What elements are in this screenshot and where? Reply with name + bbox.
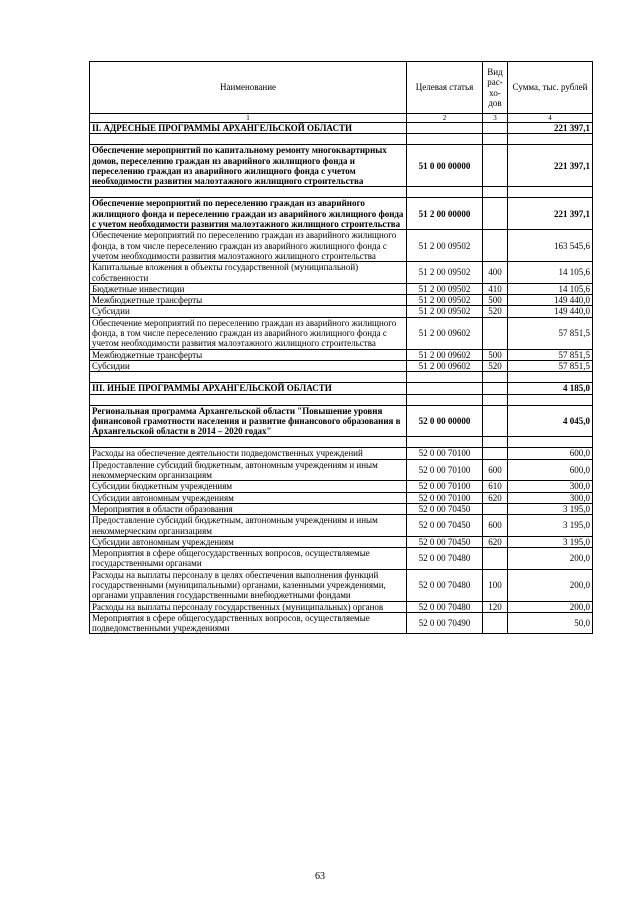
cell-kind: 520: [483, 360, 508, 371]
cell-sum: 163 545,6: [508, 230, 593, 262]
table-row: [90, 262, 593, 284]
column-number: 1: [90, 114, 407, 123]
cell-code: 51 0 00 00000: [407, 145, 483, 187]
cell-sum: 4 185,0: [508, 383, 593, 394]
cell-code: 52 0 00 00000: [407, 405, 483, 437]
cell-kind: [483, 503, 508, 514]
table-row: [90, 295, 593, 306]
cell-kind: 410: [483, 283, 508, 294]
cell-code: 52 0 00 70100: [407, 459, 483, 481]
table-row: [90, 230, 593, 262]
cell-name: Капитальные вложения в объекты государственной (муниципальной) собственности: [90, 262, 407, 284]
cell-code: 51 2 00 09502: [407, 295, 483, 306]
column-number-row: [90, 114, 593, 123]
cell-name: III. ИНЫЕ ПРОГРАММЫ АРХАНГЕЛЬСКОЙ ОБЛАСТИ: [90, 383, 407, 394]
empty-cell: [508, 134, 593, 145]
table-row: [90, 448, 593, 459]
cell-name: Субсидии автономным учреждениям: [90, 492, 407, 503]
cell-name: II. АДРЕСНЫЕ ПРОГРАММЫ АРХАНГЕЛЬСКОЙ ОБЛАСТИ: [90, 123, 407, 134]
cell-code: 52 0 00 70490: [407, 612, 483, 634]
cell-name: Субсидии бюджетным учреждениям: [90, 481, 407, 492]
cell-name: Расходы на обеспечение деятельности подведомственных учреждений: [90, 448, 407, 459]
table-row: [90, 515, 593, 537]
empty-cell: [90, 437, 407, 448]
empty-cell: [407, 134, 483, 145]
empty-cell: [483, 437, 508, 448]
page-number: 63: [315, 871, 325, 882]
empty-cell: [90, 134, 407, 145]
cell-name: Обеспечение мероприятий по переселению граждан из аварийного жилищного фонда, в том числе переселению граждан из аварийного жилищного фонда с учетом необходимости развития малоэтажного жилищного строительства: [90, 230, 407, 262]
cell-kind: 100: [483, 569, 508, 601]
spacer-row: [90, 134, 593, 145]
table-row: [90, 459, 593, 481]
cell-code: 51 2 00 09502: [407, 283, 483, 294]
empty-cell: [90, 394, 407, 405]
cell-code: 52 0 00 70480: [407, 601, 483, 612]
cell-name: Бюджетные инвестиции: [90, 283, 407, 294]
table-row: [90, 405, 593, 437]
cell-kind: [483, 123, 508, 134]
spacer-row: [90, 187, 593, 198]
cell-name: Обеспечение мероприятий по переселению граждан из аварийного жилищного фонда и переселению граждан из аварийного жилищного фонда с учетом необходимости развития малоэтажного жилищного строительства: [90, 198, 407, 230]
empty-cell: [483, 394, 508, 405]
cell-kind: 620: [483, 536, 508, 547]
column-number: 4: [508, 114, 593, 123]
table-row: [90, 349, 593, 360]
cell-kind: 500: [483, 349, 508, 360]
cell-kind: 620: [483, 492, 508, 503]
cell-sum: 200,0: [508, 601, 593, 612]
cell-name: Обеспечение мероприятий по переселению граждан из аварийного жилищного фонда, в том числе переселению граждан из аварийного жилищного фонда с учетом необходимости развития малоэтажного жилищного строительства: [90, 317, 407, 349]
cell-sum: 57 851,5: [508, 360, 593, 371]
cell-code: 51 2 00 00000: [407, 198, 483, 230]
spacer-row: [90, 394, 593, 405]
budget-table: [89, 61, 593, 634]
table-header-row: [90, 62, 593, 114]
cell-name: Обеспечение мероприятий по капитальному ремонту многоквартирных домов, переселению граждан из аварийного жилищного фонда и переселению граждан из аварийного жилищного фонда с учетом необходимости развития малоэтажного жилищного строительства: [90, 145, 407, 187]
cell-code: 51 2 00 09502: [407, 306, 483, 317]
cell-sum: 57 851,5: [508, 349, 593, 360]
cell-kind: [483, 405, 508, 437]
cell-kind: 600: [483, 515, 508, 537]
table-row: [90, 569, 593, 601]
cell-kind: [483, 548, 508, 570]
cell-sum: 300,0: [508, 481, 593, 492]
table-row: [90, 601, 593, 612]
table-row: [90, 481, 593, 492]
cell-name: Предоставление субсидий бюджетным, автономным учреждениям и иным некоммерческим организациям: [90, 459, 407, 481]
header-name: Наименование: [90, 62, 407, 114]
column-number: 2: [407, 114, 483, 123]
cell-kind: 500: [483, 295, 508, 306]
cell-code: 52 0 00 70450: [407, 503, 483, 514]
cell-code: 51 2 00 09602: [407, 349, 483, 360]
empty-cell: [508, 372, 593, 383]
cell-code: 52 0 00 70450: [407, 515, 483, 537]
cell-sum: 600,0: [508, 459, 593, 481]
cell-name: Субсидии: [90, 360, 407, 371]
cell-sum: 3 195,0: [508, 503, 593, 514]
column-number: 3: [483, 114, 508, 123]
table-row: [90, 360, 593, 371]
empty-cell: [407, 394, 483, 405]
table-row: [90, 383, 593, 394]
cell-code: [407, 383, 483, 394]
cell-sum: 221 397,1: [508, 123, 593, 134]
cell-kind: [483, 198, 508, 230]
cell-sum: 3 195,0: [508, 536, 593, 547]
empty-cell: [407, 437, 483, 448]
empty-cell: [508, 187, 593, 198]
cell-sum: 57 851,5: [508, 317, 593, 349]
cell-code: 52 0 00 70100: [407, 481, 483, 492]
cell-kind: 600: [483, 459, 508, 481]
empty-cell: [90, 187, 407, 198]
empty-cell: [508, 394, 593, 405]
cell-kind: [483, 612, 508, 634]
cell-name: Мероприятия в области образования: [90, 503, 407, 514]
cell-code: 52 0 00 70480: [407, 569, 483, 601]
table-row: [90, 198, 593, 230]
cell-name: Субсидии автономным учреждениям: [90, 536, 407, 547]
empty-cell: [407, 187, 483, 198]
empty-cell: [407, 372, 483, 383]
cell-kind: [483, 383, 508, 394]
table-row: [90, 283, 593, 294]
table-row: [90, 145, 593, 187]
empty-cell: [483, 372, 508, 383]
cell-code: 51 2 00 09502: [407, 230, 483, 262]
table-row: [90, 317, 593, 349]
cell-code: 51 2 00 09602: [407, 317, 483, 349]
cell-kind: [483, 145, 508, 187]
cell-sum: 300,0: [508, 492, 593, 503]
cell-sum: 600,0: [508, 448, 593, 459]
cell-sum: 149 440,0: [508, 306, 593, 317]
cell-sum: 50,0: [508, 612, 593, 634]
cell-name: Межбюджетные трансферты: [90, 295, 407, 306]
cell-name: Расходы на выплаты персоналу государственных (муниципальных) органов: [90, 601, 407, 612]
empty-cell: [508, 437, 593, 448]
cell-name: Мероприятия в сфере общегосударственных вопросов, осуществляемые подведомственными учреждениями: [90, 612, 407, 634]
cell-name: Межбюджетные трансферты: [90, 349, 407, 360]
cell-name: Субсидии: [90, 306, 407, 317]
cell-sum: 221 397,1: [508, 145, 593, 187]
cell-name: Предоставление субсидий бюджетным, автономным учреждениям и иным некоммерческим организациям: [90, 515, 407, 537]
table-row: [90, 306, 593, 317]
cell-sum: 221 397,1: [508, 198, 593, 230]
header-sum: Сумма, тыс. рублей: [508, 62, 593, 114]
cell-kind: [483, 317, 508, 349]
cell-kind: 610: [483, 481, 508, 492]
header-kind: Вид рас-хо-дов: [483, 62, 508, 114]
cell-sum: 3 195,0: [508, 515, 593, 537]
cell-code: [407, 123, 483, 134]
header-code: Целевая статья: [407, 62, 483, 114]
cell-sum: 200,0: [508, 548, 593, 570]
cell-code: 52 0 00 70100: [407, 492, 483, 503]
cell-code: 51 2 00 09502: [407, 262, 483, 284]
table-row: [90, 548, 593, 570]
table-row: [90, 123, 593, 134]
empty-cell: [483, 187, 508, 198]
table-row: [90, 492, 593, 503]
cell-name: Расходы на выплаты персоналу в целях обеспечения выполнения функций государственными (муниципальными) органами, казенными учреждениями, органами управления государственными внебюджетными фондами: [90, 569, 407, 601]
cell-code: 51 2 00 09602: [407, 360, 483, 371]
cell-kind: 400: [483, 262, 508, 284]
spacer-row: [90, 372, 593, 383]
cell-sum: 14 105,6: [508, 262, 593, 284]
cell-code: 52 0 00 70100: [407, 448, 483, 459]
empty-cell: [483, 134, 508, 145]
table-row: [90, 503, 593, 514]
table-row: [90, 612, 593, 634]
cell-kind: [483, 448, 508, 459]
cell-sum: 149 440,0: [508, 295, 593, 306]
cell-kind: 120: [483, 601, 508, 612]
cell-kind: 520: [483, 306, 508, 317]
empty-cell: [90, 372, 407, 383]
cell-sum: 4 045,0: [508, 405, 593, 437]
spacer-row: [90, 437, 593, 448]
cell-code: 52 0 00 70480: [407, 548, 483, 570]
cell-sum: 14 105,6: [508, 283, 593, 294]
table-body: [90, 123, 593, 634]
cell-name: Региональная программа Архангельской области "Повышение уровня финансовой грамотности населения и развитие финансового образования в Архангельской области в 2014 – 2020 годах": [90, 405, 407, 437]
cell-name: Мероприятия в сфере общегосударственных вопросов, осуществляемые государственными органами: [90, 548, 407, 570]
cell-kind: [483, 230, 508, 262]
cell-sum: 200,0: [508, 569, 593, 601]
cell-code: 52 0 00 70450: [407, 536, 483, 547]
table-row: [90, 536, 593, 547]
